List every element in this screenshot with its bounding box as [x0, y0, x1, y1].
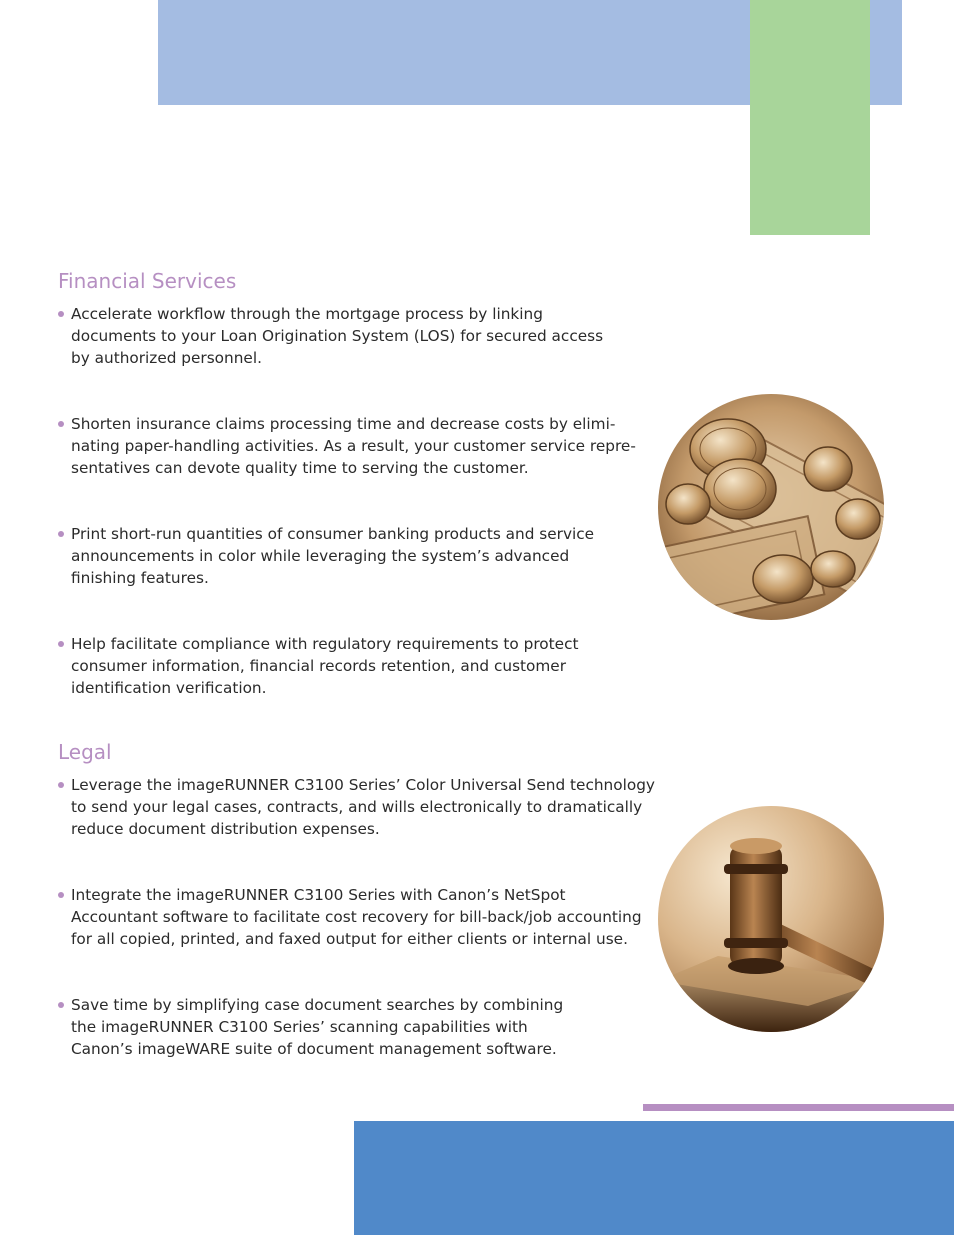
legal-heading: Legal: [58, 740, 112, 764]
gavel-photo: [658, 806, 884, 1032]
bullet-dot-icon: [58, 311, 64, 317]
bullet-dot-icon: [58, 641, 64, 647]
bottom-blue-banner: [354, 1121, 954, 1235]
financial-bullet-4: Help facilitate compliance with regulatory requirements to protect consumer information, financial records retention, and customer identification verification.: [58, 634, 606, 699]
coins-and-banknotes-photo: [658, 394, 884, 620]
bullet-dot-icon: [58, 782, 64, 788]
financial-bullet-2: Shorten insurance claims processing time and decrease costs by elimi- nating paper-handling activities. As a result, your customer service repre- sentatives can devote quality time to serving the customer.: [58, 414, 606, 479]
bullet-dot-icon: [58, 1002, 64, 1008]
gavel-image: [658, 806, 884, 1032]
financial-services-heading: Financial Services: [58, 269, 237, 293]
bullet-dot-icon: [58, 531, 64, 537]
legal-bullet-1: Leverage the imageRUNNER C3100 Series’ Color Universal Send technology to send your legal cases, contracts, and wills electronically to dramatically reduce document distribution expenses.: [58, 775, 606, 840]
financial-bullet-3: Print short-run quantities of consumer banking products and service announcements in color while leveraging the system’s advanced finishing features.: [58, 524, 606, 589]
financial-bullet-1: Accelerate workflow through the mortgage process by linking documents to your Loan Origination System (LOS) for secured access by authorized personnel.: [58, 304, 606, 369]
legal-bullet-3: Save time by simplifying case document searches by combining the imageRUNNER C3100 Series’ scanning capabilities with Canon’s imageWARE suite of document management software.: [58, 995, 606, 1060]
purple-accent-line: [643, 1104, 954, 1111]
legal-bullet-2: Integrate the imageRUNNER C3100 Series with Canon’s NetSpot Accountant software to facilitate cost recovery for bill-back/job accounting for all copied, printed, and faxed output for either clients or internal use.: [58, 885, 606, 950]
top-green-bar: [750, 0, 870, 235]
bullet-dot-icon: [58, 421, 64, 427]
bullet-dot-icon: [58, 892, 64, 898]
money-image: [658, 394, 884, 620]
